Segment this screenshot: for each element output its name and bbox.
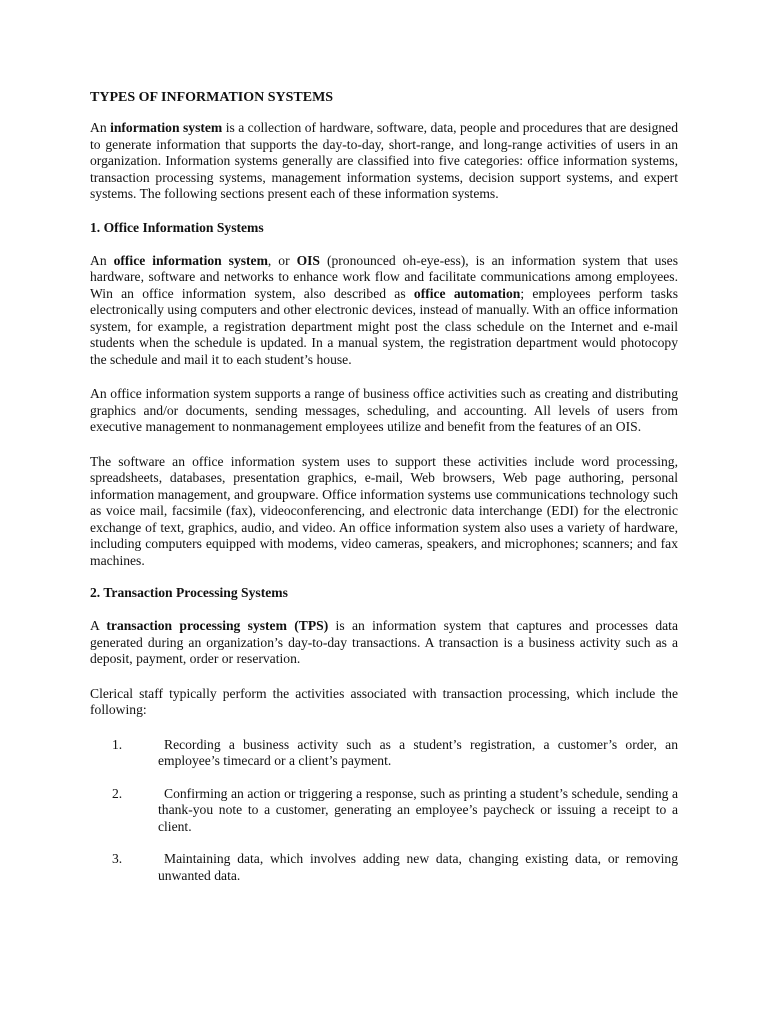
term-information-system: information system	[110, 120, 223, 135]
list-item-number: 1.	[112, 736, 123, 752]
document-title: TYPES OF INFORMATION SYSTEMS	[90, 90, 334, 105]
term-office-information-system: office information system	[113, 252, 268, 268]
list-item-number: 3.	[112, 851, 123, 866]
list-item	[90, 737, 678, 770]
list-item-text: Maintaining data, which involves adding new data, changing existing data, or removing unwanted data.	[158, 851, 678, 883]
section1-heading: 1. Office Information Systems	[90, 219, 264, 235]
section1-paragraph-3: The software an office information system uses to support these activities include word processing, spreadsheets, databases, presentation graphics, e-mail, Web browsers, Web page authoring, personal information management, and groupware. Office information systems use communications technology such as voice mail, facsimile (fax), videoconferencing, and electronic data interchange (EDI) for the electronic exchange of text, graphics, audio, and video. An office information system also uses a variety of hardware, including computers equipped with modems, video cameras, speakers, and microphones; scanners; and fax machines.	[90, 453, 678, 568]
list-item-text: Recording a business activity such as a student’s registration, a customer’s order, an employee’s timecard or a client’s payment.	[158, 736, 678, 768]
section1-paragraph-1: An office information system, or OIS (pronounced oh-eye-ess), is an information system that uses hardware, software and networks to enhance work flow and facilitate communications among employees. Win an office information system, also described as office automation; employees perform tasks electronically using computers and other electronic devices, instead of manually. With an office information system, for example, a registration department might post the class schedule on the Internet and e-mail students when the schedule is updated. In a manual system, the registration department would photocopy the schedule and mail it to each student’s house.	[90, 252, 679, 367]
intro-paragraph: An information system is a collection of hardware, software, data, people and procedures that are designed to generate information that supports the day-to-day, short-range, and long-range activities of users in an organization. Information systems generally are classified into five categories: office information systems, transaction processing systems, management information systems, decision support systems, and expert systems. The following sections present each of these information systems.	[90, 120, 679, 201]
section2-paragraph-1: A transaction processing system (TPS) is an information system that captures and processes data generated during an organization’s day-to-day transactions. A transaction is a business activity such as a deposit, payment, order or reservation.	[90, 618, 678, 666]
term-transaction-processing-system: transaction processing system (TPS)	[106, 618, 329, 633]
term-ois: OIS	[296, 252, 320, 268]
activity-list	[90, 737, 678, 885]
section2-paragraph-2: Clerical staff typically perform the activities associated with transaction processing, which include the following:	[90, 685, 678, 717]
section2-heading: 2. Transaction Processing Systems	[90, 585, 288, 600]
list-item-number: 2.	[112, 785, 123, 801]
list-item-text: Confirming an action or triggering a response, such as printing a student’s schedule, sending a thank-you note to a customer, generating an employee’s paycheck or issuing a receipt to a client.	[158, 785, 678, 834]
term-office-automation: office automation	[413, 285, 521, 301]
section1-paragraph-2: An office information system supports a range of business office activities such as creating and distributing graphics and/or documents, sending messages, scheduling, and accounting. All levels of users from executive management to nonmanagement employees utilize and benefit from the features of an OIS.	[90, 386, 678, 434]
list-item	[90, 786, 678, 836]
list-item	[90, 851, 678, 884]
